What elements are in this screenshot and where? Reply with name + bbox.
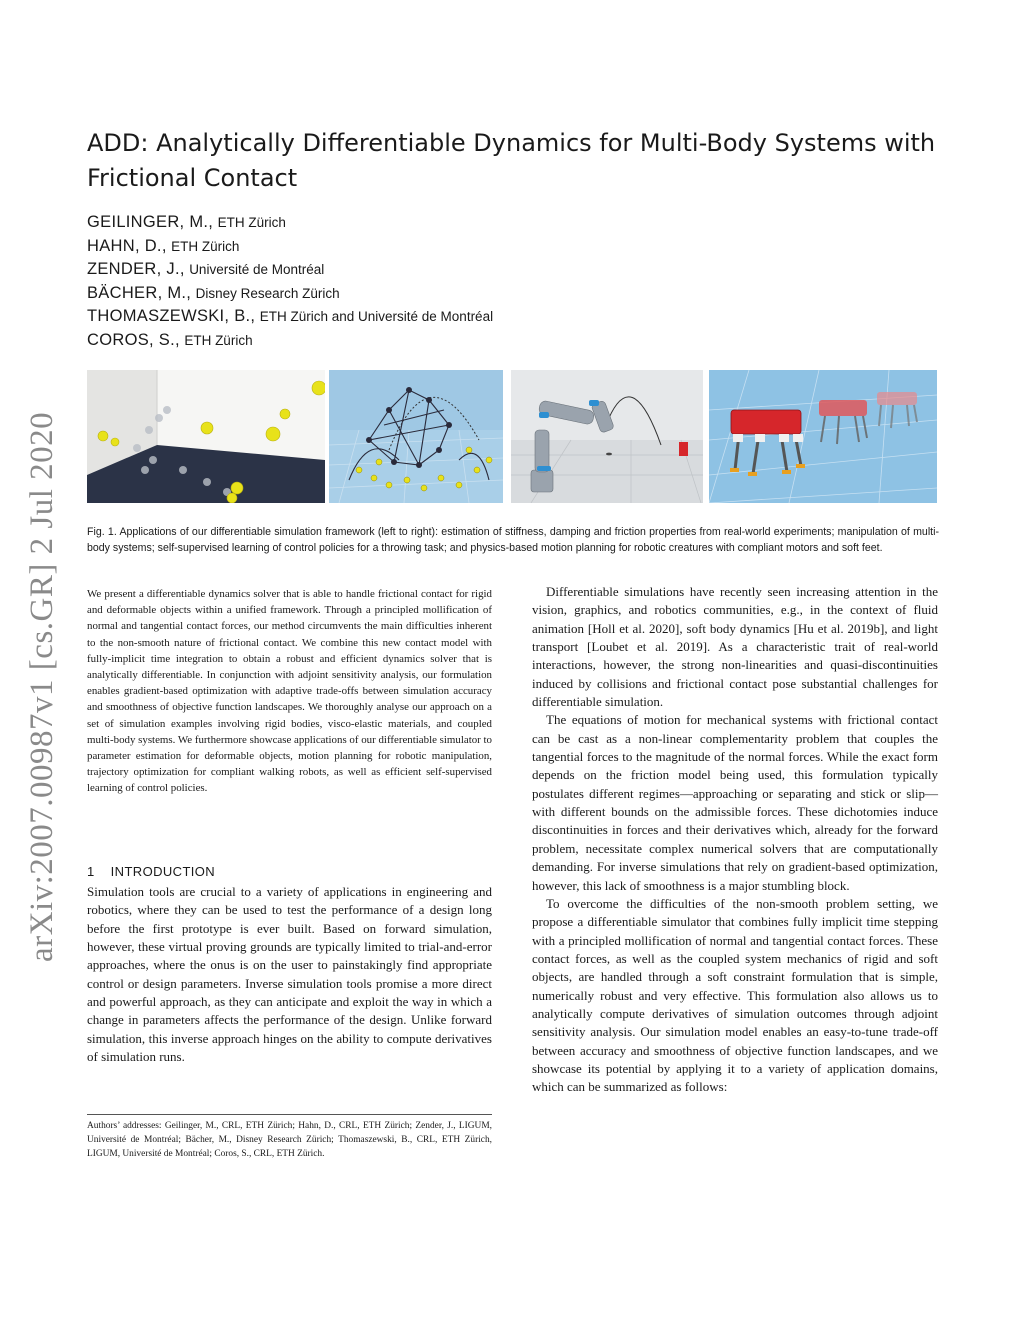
right-column (532, 583, 938, 1097)
body-paragraph: Differentiable simulations have recently seen increasing attention in the vision, graphics, and robotics communities, e.g., in the context of fluid animation [Holl et al. 2020], soft body dynamics [Hu et al. 2019b], and light transport [Loubet et al. 2019]. As a characteristic trait of real-world interactions, however, the strong non-linearities and quasi-discontinuities induced by collisions and frictional contact pose substantial challenges for differentiable simulation. (532, 584, 938, 710)
arxiv-id-text: arXiv:2007.00987v1 [cs.GR] 2 Jul 2020 (24, 411, 60, 962)
authors-addresses-footnote: Authors’ addresses: Geilinger, M., CRL, ETH Zürich; Hahn, D., CRL, ETH Zürich; Zender, J., LIGUM, Université de Montréal; Bächer, M., Disney Research Zürich; Thomaszewski, B., CRL, ETH Zürich, LIGUM, Université de Montréal; Coros, S., CRL, ETH Zürich. (87, 1121, 492, 1160)
author-entry (87, 282, 787, 306)
figure-panel-multi-body-net (329, 370, 503, 503)
author-name: THOMASZEWSKI, B., (87, 307, 256, 325)
author-name: COROS, S., (87, 330, 180, 349)
author-entry (87, 305, 787, 329)
body-paragraph: The equations of motion for mechanical systems with frictional contact can be cast as a non-linear complementarity problem that couples the tangential forces to the magnitude of the normal forces. While the exact form depends on the friction model being used, this formulation typically postulates different regimes—approaching or separating and stick or slip—with different bounds on the admissible forces. These dichotomies induce discontinuities in forces and their derivatives which, already for the forward problem, necessitate complex numerical solvers that are computationally demanding. For inverse simulations that rely on gradient-based optimization, however, this lack of smoothness is a major stumbling block. (532, 712, 938, 893)
section-number: 1 (87, 864, 95, 879)
teaser-figure (87, 370, 937, 503)
author-entry (87, 235, 787, 259)
author-affiliation: ETH Zürich (184, 332, 253, 348)
figure-panel-walking-robots (709, 370, 937, 503)
author-name: ZENDER, J., (87, 260, 185, 278)
author-name: GEILINGER, M., (87, 213, 214, 231)
abstract: We present a differentiable dynamics solver that is able to handle frictional contact for rigid and deformable objects within a unified framework. Through a principled mollification of normal and tangential contact forces, our method circumvents the main difficulties inherent to the non-smooth nature of frictional contact. We combine this new contact model with fully-implicit time integration to obtain a robust and efficient dynamics solver that is analytically differentiable. In conjunction with adjoint sensitivity analysis, our formulation enables gradient-based optimization with adaptive trade-offs between simulation accuracy and smoothness of objective function landscapes. We thoroughly analyse our approach on a set of simulation examples involving rigid bodies, visco-elastic materials, and coupled multi-body systems. We furthermore showcase applications of our differentiable simulator to parameter estimation for deformable objects, motion planning for robotic manipulation, trajectory optimization for compliant walking robots, as well as efficient self-supervised learning of control policies. (87, 588, 492, 795)
figure-caption: Fig. 1. Applications of our differentiable simulation framework (left to right): estimation of stiffness, damping and friction properties from real-world experiments; manipulation of multi-body systems; self-supervised learning of control policies for a throwing task; and physics-based motion planning for robotic creatures with compliant motors and soft feet. (87, 526, 939, 555)
figure-panel-bouncing-balls (87, 370, 325, 503)
section-heading (87, 864, 215, 879)
author-affiliation: ETH Zürich (217, 215, 286, 230)
body-paragraph: To overcome the difficulties of the non-smooth problem setting, we propose a differentiable simulator that combines fully implicit time stepping with a principled mollification of normal and tangential contact forces. These contact forces, as well as the coupled system mechanics of rigid and soft objects, are handled through a soft constraint formulation that is simple, numerically robust and very effective. This formulation also allows us to analytically compute derivatives of simulation outcomes through adjoint sensitivity analysis. Our simulation model enables an easy-to-tune trade-off between accuracy and smoothness of objective function landscapes, and we showcase its potential by applying it to a variety of application domains, which can be summarized as follows: (532, 895, 938, 1095)
author-list (87, 211, 787, 352)
footnote-rule (87, 1114, 492, 1115)
author-entry (87, 329, 787, 353)
author-affiliation: Disney Research Zürich (195, 285, 340, 301)
author-entry (87, 258, 787, 282)
intro-paragraph: Simulation tools are crucial to a variety of applications in engineering and robotics, where they can be used to test the performance of a design long before the first prototype is ever built. Based on forward simulation, however, these virtual proving grounds are typically limited to trial-and-error approaches, where the onus is on the user to painstakingly find appropriate control or design parameters. Inverse simulation tools promise a more direct and powerful approach, as they can anticipate and exploit the way in which a change in parameters affects the performance of the design. Unlike forward simulation, this inverse approach hinges on the ability to compute derivatives of simulation runs. (87, 884, 492, 1065)
author-affiliation: ETH Zürich (171, 238, 240, 254)
figure-panel-robot-arm-throw (511, 370, 703, 503)
arxiv-side-identifier (20, 372, 68, 962)
author-affiliation: ETH Zürich and Université de Montréal (259, 309, 494, 324)
paper-title: ADD: Analytically Differentiable Dynamics for Multi-Body Systems with Frictional Contact (87, 129, 936, 192)
author-entry (87, 211, 787, 235)
author-name: BÄCHER, M., (87, 283, 192, 302)
section-title: INTRODUCTION (110, 864, 216, 879)
author-name: HAHN, D., (87, 236, 167, 255)
author-affiliation: Université de Montréal (189, 262, 325, 277)
